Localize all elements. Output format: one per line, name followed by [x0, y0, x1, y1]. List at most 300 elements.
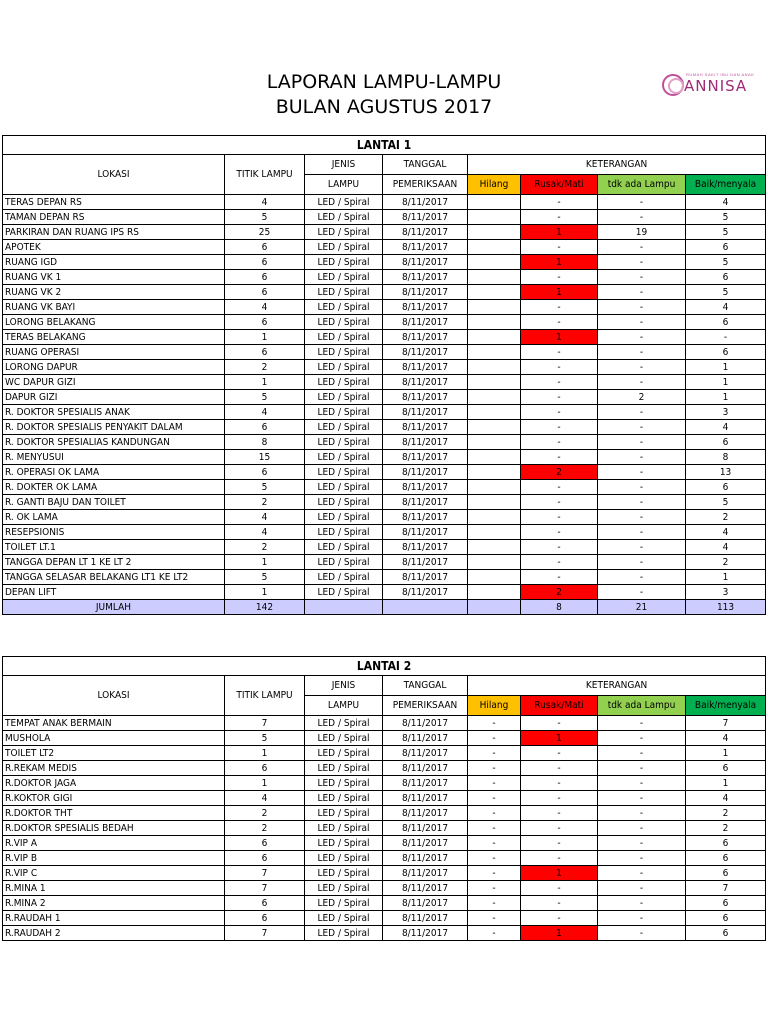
lantai-1-table [2, 135, 766, 615]
cell-titik-lampu: 1 [225, 746, 305, 761]
cell-hilang [468, 450, 521, 465]
cell-tdk-ada-lampu: - [598, 731, 686, 746]
cell-tanggal: 8/11/2017 [383, 390, 468, 405]
cell-lokasi: R.MINA 1 [3, 881, 225, 896]
table-row [3, 435, 766, 450]
cell-baik-menyala: 6 [686, 836, 766, 851]
cell-baik-menyala: 1 [686, 776, 766, 791]
cell-rusak-mati: 1 [521, 255, 598, 270]
cell-titik-lampu: 6 [225, 465, 305, 480]
section-title-row [3, 657, 766, 676]
cell-baik-menyala: 1 [686, 375, 766, 390]
cell-hilang [468, 465, 521, 480]
cell-titik-lampu: 2 [225, 360, 305, 375]
cell-hilang: - [468, 821, 521, 836]
table-row [3, 896, 766, 911]
cell-hilang [468, 270, 521, 285]
table-row [3, 866, 766, 881]
cell-tanggal: 8/11/2017 [383, 210, 468, 225]
cell-hilang [468, 480, 521, 495]
header-lampu: LAMPU [305, 696, 383, 716]
cell-hilang [468, 210, 521, 225]
cell-rusak-mati: - [521, 210, 598, 225]
cell-lokasi: R.VIP A [3, 836, 225, 851]
header-lokasi: LOKASI [3, 676, 225, 716]
cell-jenis-lampu: LED / Spiral [305, 911, 383, 926]
cell-rusak-mati: - [521, 435, 598, 450]
cell-tanggal: 8/11/2017 [383, 776, 468, 791]
cell-lokasi: R.DOKTOR SPESIALIS BEDAH [3, 821, 225, 836]
cell-baik-menyala: - [686, 330, 766, 345]
cell-baik-menyala: 5 [686, 255, 766, 270]
cell-tdk-ada-lampu: - [598, 195, 686, 210]
header-rusak-mati: Rusak/Mati [521, 175, 598, 195]
cell-tdk-ada-lampu: - [598, 450, 686, 465]
cell-tanggal: 8/11/2017 [383, 405, 468, 420]
cell-jenis-lampu: LED / Spiral [305, 926, 383, 941]
cell-baik-menyala: 6 [686, 926, 766, 941]
cell-baik-menyala: 4 [686, 420, 766, 435]
cell-tanggal: 8/11/2017 [383, 866, 468, 881]
cell-lokasi: PARKIRAN DAN RUANG IPS RS [3, 225, 225, 240]
cell-hilang: - [468, 716, 521, 731]
cell-baik-menyala: 4 [686, 540, 766, 555]
cell-lokasi: R.VIP B [3, 851, 225, 866]
cell-baik-menyala: 4 [686, 791, 766, 806]
cell-titik-lampu: 7 [225, 881, 305, 896]
cell-titik-lampu: 5 [225, 390, 305, 405]
cell-tdk-ada-lampu: - [598, 851, 686, 866]
cell-lokasi: DAPUR GIZI [3, 390, 225, 405]
cell-jenis-lampu: LED / Spiral [305, 881, 383, 896]
table-row [3, 570, 766, 585]
cell-titik-lampu: 2 [225, 821, 305, 836]
cell-rusak-mati: - [521, 315, 598, 330]
section-title: LANTAI 2 [3, 657, 766, 676]
cell-lokasi: TANGGA SELASAR BELAKANG LT1 KE LT2 [3, 570, 225, 585]
cell-titik-lampu: 6 [225, 345, 305, 360]
cell-lokasi: R. DOKTER OK LAMA [3, 480, 225, 495]
table-row [3, 881, 766, 896]
cell-tanggal: 8/11/2017 [383, 926, 468, 941]
cell-lokasi: RUANG VK BAYI [3, 300, 225, 315]
cell-lokasi: RUANG VK 1 [3, 270, 225, 285]
cell-lokasi: R.KOKTOR GIGI [3, 791, 225, 806]
cell-lokasi: TERAS BELAKANG [3, 330, 225, 345]
cell-baik-menyala: 6 [686, 270, 766, 285]
cell-jenis-lampu: LED / Spiral [305, 345, 383, 360]
cell-baik-menyala: 4 [686, 731, 766, 746]
cell-hilang [468, 495, 521, 510]
cell-tanggal: 8/11/2017 [383, 420, 468, 435]
cell-jenis-lampu: LED / Spiral [305, 866, 383, 881]
cell-titik-lampu: 1 [225, 375, 305, 390]
table-row [3, 210, 766, 225]
cell-tanggal: 8/11/2017 [383, 585, 468, 600]
logo-inner-ring-icon [668, 78, 684, 94]
cell-titik-lampu: 2 [225, 495, 305, 510]
table-row [3, 270, 766, 285]
cell-titik-lampu: 6 [225, 240, 305, 255]
cell-jenis-lampu: LED / Spiral [305, 776, 383, 791]
cell-rusak-mati: - [521, 555, 598, 570]
cell-hilang [468, 345, 521, 360]
cell-jenis-lampu: LED / Spiral [305, 210, 383, 225]
cell-hilang [468, 420, 521, 435]
cell-rusak-mati: 1 [521, 731, 598, 746]
cell-tanggal: 8/11/2017 [383, 806, 468, 821]
cell-tanggal: 8/11/2017 [383, 435, 468, 450]
cell-titik-lampu: 15 [225, 450, 305, 465]
cell-rusak-mati: 2 [521, 585, 598, 600]
cell-titik-lampu: 7 [225, 866, 305, 881]
cell-tdk-ada-lampu: - [598, 555, 686, 570]
cell-baik-menyala: 5 [686, 225, 766, 240]
cell-tdk-ada-lampu: - [598, 330, 686, 345]
total-tdk-ada-lampu: 21 [598, 600, 686, 615]
table-row [3, 761, 766, 776]
cell-lokasi: R. OK LAMA [3, 510, 225, 525]
cell-rusak-mati: 1 [521, 866, 598, 881]
table-row [3, 360, 766, 375]
cell-tdk-ada-lampu: - [598, 285, 686, 300]
cell-hilang: - [468, 791, 521, 806]
cell-baik-menyala: 6 [686, 345, 766, 360]
cell-tdk-ada-lampu: - [598, 881, 686, 896]
cell-tdk-ada-lampu: - [598, 510, 686, 525]
cell-rusak-mati: - [521, 270, 598, 285]
cell-tdk-ada-lampu: - [598, 480, 686, 495]
lantai-2-table [2, 656, 766, 941]
cell-titik-lampu: 4 [225, 405, 305, 420]
table-row [3, 450, 766, 465]
table-row [3, 405, 766, 420]
cell-tdk-ada-lampu: - [598, 495, 686, 510]
cell-rusak-mati: 1 [521, 285, 598, 300]
table-row [3, 300, 766, 315]
cell-tanggal: 8/11/2017 [383, 881, 468, 896]
cell-tdk-ada-lampu: - [598, 375, 686, 390]
cell-jenis-lampu: LED / Spiral [305, 570, 383, 585]
total-jenis-lampu [305, 600, 383, 615]
cell-baik-menyala: 5 [686, 285, 766, 300]
cell-baik-menyala: 6 [686, 911, 766, 926]
table-row [3, 420, 766, 435]
cell-tdk-ada-lampu: - [598, 420, 686, 435]
table-row [3, 345, 766, 360]
cell-tanggal: 8/11/2017 [383, 375, 468, 390]
table-row [3, 525, 766, 540]
annisa-logo [662, 72, 762, 98]
cell-jenis-lampu: LED / Spiral [305, 525, 383, 540]
cell-lokasi: TANGGA DEPAN LT 1 KE LT 2 [3, 555, 225, 570]
cell-tanggal: 8/11/2017 [383, 555, 468, 570]
cell-tanggal: 8/11/2017 [383, 911, 468, 926]
cell-baik-menyala: 6 [686, 435, 766, 450]
cell-baik-menyala: 6 [686, 240, 766, 255]
cell-rusak-mati: - [521, 195, 598, 210]
header-lokasi: LOKASI [3, 155, 225, 195]
header-keterangan: KETERANGAN [468, 155, 766, 175]
cell-hilang: - [468, 776, 521, 791]
cell-baik-menyala: 6 [686, 851, 766, 866]
cell-hilang [468, 300, 521, 315]
cell-tanggal: 8/11/2017 [383, 540, 468, 555]
cell-tdk-ada-lampu: - [598, 345, 686, 360]
cell-hilang [468, 570, 521, 585]
cell-rusak-mati: - [521, 420, 598, 435]
cell-titik-lampu: 4 [225, 300, 305, 315]
table-row [3, 911, 766, 926]
total-rusak-mati: 8 [521, 600, 598, 615]
cell-baik-menyala: 2 [686, 555, 766, 570]
cell-rusak-mati: - [521, 806, 598, 821]
cell-tanggal: 8/11/2017 [383, 330, 468, 345]
cell-hilang [468, 240, 521, 255]
cell-jenis-lampu: LED / Spiral [305, 315, 383, 330]
header-jenis: JENIS [305, 155, 383, 175]
cell-hilang [468, 285, 521, 300]
cell-tdk-ada-lampu: - [598, 821, 686, 836]
table-row [3, 585, 766, 600]
total-tanggal [383, 600, 468, 615]
cell-titik-lampu: 4 [225, 525, 305, 540]
logo-name: ANNISA [684, 77, 748, 95]
cell-tdk-ada-lampu: - [598, 255, 686, 270]
cell-jenis-lampu: LED / Spiral [305, 761, 383, 776]
cell-baik-menyala: 2 [686, 510, 766, 525]
cell-tdk-ada-lampu: - [598, 210, 686, 225]
cell-titik-lampu: 6 [225, 896, 305, 911]
cell-lokasi: TERAS DEPAN RS [3, 195, 225, 210]
cell-rusak-mati: - [521, 375, 598, 390]
cell-jenis-lampu: LED / Spiral [305, 821, 383, 836]
cell-tdk-ada-lampu: - [598, 315, 686, 330]
cell-rusak-mati: - [521, 510, 598, 525]
report-subtitle: BULAN AGUSTUS 2017 [275, 96, 493, 118]
header-lampu: LAMPU [305, 175, 383, 195]
table-row [3, 195, 766, 210]
cell-hilang: - [468, 881, 521, 896]
cell-rusak-mati: - [521, 746, 598, 761]
cell-baik-menyala: 7 [686, 881, 766, 896]
cell-tdk-ada-lampu: - [598, 465, 686, 480]
cell-tanggal: 8/11/2017 [383, 821, 468, 836]
cell-lokasi: TEMPAT ANAK BERMAIN [3, 716, 225, 731]
cell-baik-menyala: 4 [686, 300, 766, 315]
cell-lokasi: TOILET LT2 [3, 746, 225, 761]
cell-hilang: - [468, 926, 521, 941]
cell-jenis-lampu: LED / Spiral [305, 195, 383, 210]
table-row [3, 240, 766, 255]
cell-titik-lampu: 1 [225, 585, 305, 600]
cell-tdk-ada-lampu: - [598, 525, 686, 540]
cell-hilang [468, 225, 521, 240]
cell-rusak-mati: - [521, 761, 598, 776]
cell-lokasi: R. MENYUSUI [3, 450, 225, 465]
cell-rusak-mati: - [521, 540, 598, 555]
table-row [3, 315, 766, 330]
cell-lokasi: R. DOKTOR SPESIALIAS KANDUNGAN [3, 435, 225, 450]
table-row [3, 375, 766, 390]
cell-rusak-mati: - [521, 911, 598, 926]
cell-lokasi: LORONG DAPUR [3, 360, 225, 375]
cell-hilang: - [468, 761, 521, 776]
cell-titik-lampu: 7 [225, 926, 305, 941]
cell-lokasi: R.RAUDAH 2 [3, 926, 225, 941]
cell-tanggal: 8/11/2017 [383, 851, 468, 866]
cell-jenis-lampu: LED / Spiral [305, 896, 383, 911]
cell-lokasi: DEPAN LIFT [3, 585, 225, 600]
cell-tanggal: 8/11/2017 [383, 285, 468, 300]
cell-titik-lampu: 7 [225, 716, 305, 731]
cell-tdk-ada-lampu: - [598, 570, 686, 585]
cell-tanggal: 8/11/2017 [383, 315, 468, 330]
cell-baik-menyala: 5 [686, 495, 766, 510]
cell-tanggal: 8/11/2017 [383, 896, 468, 911]
cell-baik-menyala: 8 [686, 450, 766, 465]
cell-titik-lampu: 6 [225, 255, 305, 270]
cell-hilang: - [468, 866, 521, 881]
cell-tdk-ada-lampu: - [598, 300, 686, 315]
cell-jenis-lampu: LED / Spiral [305, 360, 383, 375]
cell-jenis-lampu: LED / Spiral [305, 270, 383, 285]
header-pemeriksaan: PEMERIKSAAN [383, 175, 468, 195]
cell-jenis-lampu: LED / Spiral [305, 746, 383, 761]
cell-lokasi: R.RAUDAH 1 [3, 911, 225, 926]
cell-rusak-mati: - [521, 390, 598, 405]
cell-hilang: - [468, 896, 521, 911]
cell-titik-lampu: 4 [225, 510, 305, 525]
cell-rusak-mati: - [521, 300, 598, 315]
cell-tdk-ada-lampu: - [598, 926, 686, 941]
cell-tanggal: 8/11/2017 [383, 761, 468, 776]
cell-jenis-lampu: LED / Spiral [305, 300, 383, 315]
cell-baik-menyala: 13 [686, 465, 766, 480]
cell-jenis-lampu: LED / Spiral [305, 731, 383, 746]
cell-rusak-mati: - [521, 716, 598, 731]
cell-titik-lampu: 1 [225, 555, 305, 570]
cell-titik-lampu: 2 [225, 540, 305, 555]
table-row [3, 285, 766, 300]
cell-jenis-lampu: LED / Spiral [305, 585, 383, 600]
cell-tanggal: 8/11/2017 [383, 300, 468, 315]
header-titik-lampu: TITIK LAMPU [225, 155, 305, 195]
cell-jenis-lampu: LED / Spiral [305, 435, 383, 450]
cell-hilang [468, 330, 521, 345]
cell-jenis-lampu: LED / Spiral [305, 806, 383, 821]
table-row [3, 926, 766, 941]
cell-hilang [468, 255, 521, 270]
cell-rusak-mati: - [521, 896, 598, 911]
header-pemeriksaan: PEMERIKSAAN [383, 696, 468, 716]
cell-tdk-ada-lampu: - [598, 896, 686, 911]
section-title-row [3, 136, 766, 155]
total-titik-lampu: 142 [225, 600, 305, 615]
cell-rusak-mati: - [521, 821, 598, 836]
cell-hilang: - [468, 836, 521, 851]
cell-tdk-ada-lampu: - [598, 746, 686, 761]
cell-lokasi: R. DOKTOR SPESIALIS PENYAKIT DALAM [3, 420, 225, 435]
header-hilang: Hilang [468, 175, 521, 195]
cell-tanggal: 8/11/2017 [383, 791, 468, 806]
table-row [3, 390, 766, 405]
cell-rusak-mati: 1 [521, 926, 598, 941]
cell-hilang [468, 585, 521, 600]
cell-lokasi: WC DAPUR GIZI [3, 375, 225, 390]
header-tanggal: TANGGAL [383, 155, 468, 175]
cell-lokasi: RESEPSIONIS [3, 525, 225, 540]
table-row [3, 716, 766, 731]
cell-rusak-mati: - [521, 360, 598, 375]
header-tdk-ada-lampu: tdk ada Lampu [598, 696, 686, 716]
cell-jenis-lampu: LED / Spiral [305, 285, 383, 300]
cell-tdk-ada-lampu: - [598, 360, 686, 375]
cell-hilang: - [468, 731, 521, 746]
cell-tdk-ada-lampu: - [598, 240, 686, 255]
cell-baik-menyala: 2 [686, 821, 766, 836]
table-row [3, 540, 766, 555]
cell-lokasi: RUANG IGD [3, 255, 225, 270]
cell-tanggal: 8/11/2017 [383, 240, 468, 255]
cell-titik-lampu: 6 [225, 285, 305, 300]
cell-baik-menyala: 1 [686, 360, 766, 375]
table-row [3, 465, 766, 480]
cell-rusak-mati: - [521, 776, 598, 791]
cell-jenis-lampu: LED / Spiral [305, 716, 383, 731]
cell-rusak-mati: - [521, 450, 598, 465]
cell-titik-lampu: 4 [225, 195, 305, 210]
table-row [3, 776, 766, 791]
header-hilang: Hilang [468, 696, 521, 716]
header-rusak-mati: Rusak/Mati [521, 696, 598, 716]
cell-titik-lampu: 1 [225, 776, 305, 791]
cell-hilang: - [468, 806, 521, 821]
total-label: JUMLAH [3, 600, 225, 615]
total-row [3, 600, 766, 615]
table-row [3, 806, 766, 821]
cell-titik-lampu: 6 [225, 911, 305, 926]
cell-jenis-lampu: LED / Spiral [305, 791, 383, 806]
cell-hilang [468, 540, 521, 555]
cell-titik-lampu: 2 [225, 806, 305, 821]
cell-tdk-ada-lampu: - [598, 911, 686, 926]
cell-lokasi: MUSHOLA [3, 731, 225, 746]
cell-baik-menyala: 6 [686, 761, 766, 776]
cell-rusak-mati: - [521, 836, 598, 851]
table-row [3, 255, 766, 270]
header-row [3, 155, 766, 175]
cell-jenis-lampu: LED / Spiral [305, 465, 383, 480]
cell-jenis-lampu: LED / Spiral [305, 555, 383, 570]
cell-tdk-ada-lampu: - [598, 540, 686, 555]
table-row [3, 821, 766, 836]
cell-tdk-ada-lampu: - [598, 791, 686, 806]
cell-hilang [468, 405, 521, 420]
cell-tanggal: 8/11/2017 [383, 255, 468, 270]
cell-titik-lampu: 6 [225, 270, 305, 285]
total-baik-menyala: 113 [686, 600, 766, 615]
cell-tdk-ada-lampu: - [598, 836, 686, 851]
cell-hilang: - [468, 746, 521, 761]
header-keterangan: KETERANGAN [468, 676, 766, 696]
table-row [3, 746, 766, 761]
cell-hilang: - [468, 911, 521, 926]
cell-tdk-ada-lampu: - [598, 270, 686, 285]
cell-tanggal: 8/11/2017 [383, 716, 468, 731]
cell-tanggal: 8/11/2017 [383, 746, 468, 761]
cell-baik-menyala: 5 [686, 210, 766, 225]
